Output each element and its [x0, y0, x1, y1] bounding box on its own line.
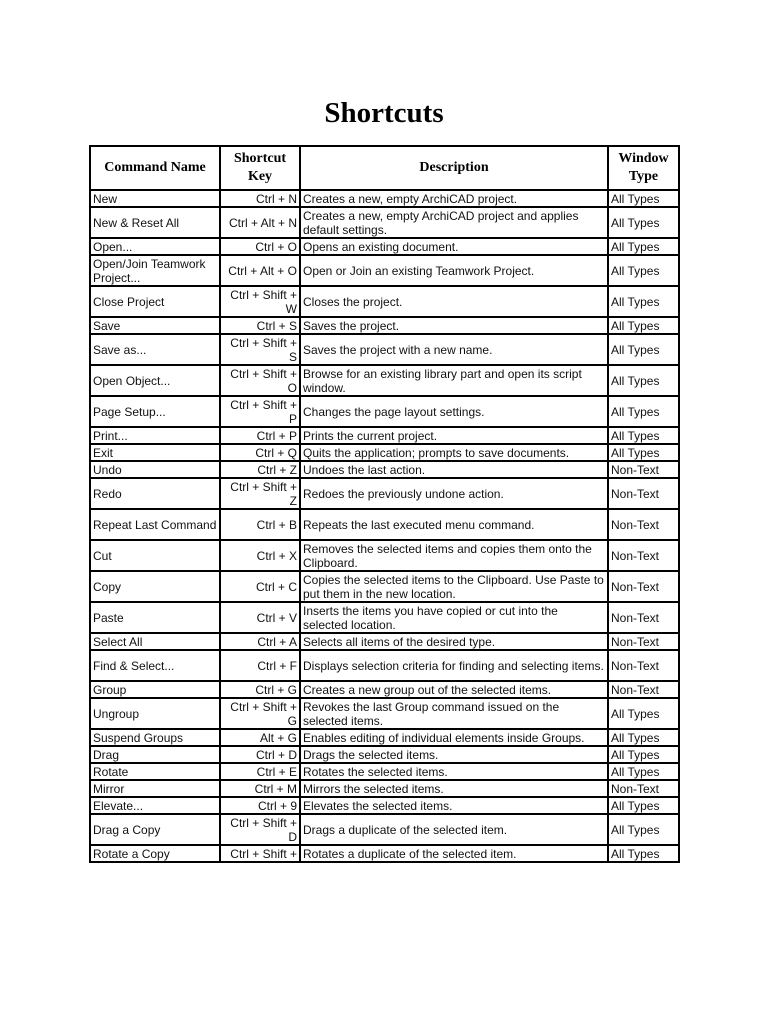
- command-name-cell: Find & Select...: [90, 650, 220, 681]
- table-row: [90, 365, 679, 396]
- table-row: [90, 255, 679, 286]
- table-row: [90, 207, 679, 238]
- command-name-cell: New: [90, 190, 220, 207]
- header-shortcut-key: Shortcut Key: [220, 146, 300, 190]
- table-row: [90, 286, 679, 317]
- description-cell: Prints the current project.: [300, 427, 608, 444]
- table-row: [90, 238, 679, 255]
- table-row: [90, 729, 679, 746]
- command-name-cell: Select All: [90, 633, 220, 650]
- table-row: [90, 780, 679, 797]
- header-window-type: Window Type: [608, 146, 679, 190]
- window-type-cell: All Types: [608, 763, 679, 780]
- shortcut-key-cell: Ctrl + Shift + W: [220, 286, 300, 317]
- command-name-cell: Ungroup: [90, 698, 220, 729]
- shortcut-key-cell: Ctrl + S: [220, 317, 300, 334]
- window-type-cell: All Types: [608, 729, 679, 746]
- shortcut-key-cell: Ctrl + Shift +: [220, 845, 300, 862]
- table-row: [90, 746, 679, 763]
- shortcut-key-cell: Ctrl + Z: [220, 461, 300, 478]
- table-row: [90, 681, 679, 698]
- command-name-cell: Undo: [90, 461, 220, 478]
- command-name-cell: Drag a Copy: [90, 814, 220, 845]
- shortcut-key-cell: Ctrl + B: [220, 509, 300, 540]
- description-cell: Creates a new group out of the selected items.: [300, 681, 608, 698]
- command-name-cell: Repeat Last Command: [90, 509, 220, 540]
- description-cell: Mirrors the selected items.: [300, 780, 608, 797]
- window-type-cell: All Types: [608, 286, 679, 317]
- window-type-cell: All Types: [608, 814, 679, 845]
- description-cell: Displays selection criteria for finding and selecting items.: [300, 650, 608, 681]
- header-command-name: Command Name: [90, 146, 220, 190]
- header-description: Description: [300, 146, 608, 190]
- shortcut-key-cell: Ctrl + P: [220, 427, 300, 444]
- window-type-cell: All Types: [608, 238, 679, 255]
- window-type-cell: All Types: [608, 427, 679, 444]
- table-row: [90, 190, 679, 207]
- command-name-cell: Drag: [90, 746, 220, 763]
- description-cell: Copies the selected items to the Clipboard. Use Paste to put them in the new location.: [300, 571, 608, 602]
- command-name-cell: New & Reset All: [90, 207, 220, 238]
- table-header-row: [90, 146, 679, 190]
- window-type-cell: All Types: [608, 317, 679, 334]
- window-type-cell: Non-Text: [608, 509, 679, 540]
- description-cell: Browse for an existing library part and open its script window.: [300, 365, 608, 396]
- description-cell: Quits the application; prompts to save documents.: [300, 444, 608, 461]
- description-cell: Enables editing of individual elements inside Groups.: [300, 729, 608, 746]
- table-row: [90, 317, 679, 334]
- shortcut-key-cell: Ctrl + Shift + P: [220, 396, 300, 427]
- shortcut-key-cell: Ctrl + A: [220, 633, 300, 650]
- command-name-cell: Group: [90, 681, 220, 698]
- table-row: [90, 334, 679, 365]
- shortcut-key-cell: Ctrl + D: [220, 746, 300, 763]
- command-name-cell: Cut: [90, 540, 220, 571]
- window-type-cell: All Types: [608, 365, 679, 396]
- window-type-cell: All Types: [608, 698, 679, 729]
- table-row: [90, 814, 679, 845]
- description-cell: Rotates a duplicate of the selected item.: [300, 845, 608, 862]
- command-name-cell: Page Setup...: [90, 396, 220, 427]
- description-cell: Opens an existing document.: [300, 238, 608, 255]
- shortcut-key-cell: Ctrl + Shift + O: [220, 365, 300, 396]
- window-type-cell: Non-Text: [608, 571, 679, 602]
- window-type-cell: All Types: [608, 444, 679, 461]
- description-cell: Removes the selected items and copies them onto the Clipboard.: [300, 540, 608, 571]
- table-row: [90, 540, 679, 571]
- table-row: [90, 763, 679, 780]
- window-type-cell: Non-Text: [608, 461, 679, 478]
- shortcut-key-cell: Ctrl + G: [220, 681, 300, 698]
- shortcut-key-cell: Ctrl + Alt + N: [220, 207, 300, 238]
- command-name-cell: Close Project: [90, 286, 220, 317]
- shortcut-key-cell: Ctrl + Alt + O: [220, 255, 300, 286]
- shortcut-key-cell: Ctrl + V: [220, 602, 300, 633]
- command-name-cell: Open...: [90, 238, 220, 255]
- table-row: [90, 461, 679, 478]
- window-type-cell: All Types: [608, 746, 679, 763]
- shortcut-key-cell: Ctrl + O: [220, 238, 300, 255]
- description-cell: Redoes the previously undone action.: [300, 478, 608, 509]
- table-row: [90, 427, 679, 444]
- shortcut-key-cell: Ctrl + 9: [220, 797, 300, 814]
- window-type-cell: Non-Text: [608, 633, 679, 650]
- description-cell: Saves the project with a new name.: [300, 334, 608, 365]
- table-row: [90, 650, 679, 681]
- description-cell: Drags a duplicate of the selected item.: [300, 814, 608, 845]
- description-cell: Undoes the last action.: [300, 461, 608, 478]
- window-type-cell: Non-Text: [608, 540, 679, 571]
- window-type-cell: All Types: [608, 255, 679, 286]
- window-type-cell: Non-Text: [608, 681, 679, 698]
- description-cell: Revokes the last Group command issued on the selected items.: [300, 698, 608, 729]
- table-row: [90, 509, 679, 540]
- window-type-cell: All Types: [608, 190, 679, 207]
- table-row: [90, 478, 679, 509]
- table-row: [90, 698, 679, 729]
- table-row: [90, 571, 679, 602]
- command-name-cell: Open Object...: [90, 365, 220, 396]
- description-cell: Open or Join an existing Teamwork Project.: [300, 255, 608, 286]
- window-type-cell: Non-Text: [608, 602, 679, 633]
- command-name-cell: Save as...: [90, 334, 220, 365]
- shortcut-key-cell: Ctrl + Shift + S: [220, 334, 300, 365]
- command-name-cell: Redo: [90, 478, 220, 509]
- description-cell: Saves the project.: [300, 317, 608, 334]
- command-name-cell: Rotate: [90, 763, 220, 780]
- description-cell: Creates a new, empty ArchiCAD project and applies default settings.: [300, 207, 608, 238]
- description-cell: Rotates the selected items.: [300, 763, 608, 780]
- shortcut-key-cell: Ctrl + Q: [220, 444, 300, 461]
- shortcut-key-cell: Ctrl + Shift + D: [220, 814, 300, 845]
- description-cell: Drags the selected items.: [300, 746, 608, 763]
- shortcut-key-cell: Alt + G: [220, 729, 300, 746]
- shortcut-key-cell: Ctrl + X: [220, 540, 300, 571]
- window-type-cell: All Types: [608, 334, 679, 365]
- command-name-cell: Paste: [90, 602, 220, 633]
- window-type-cell: All Types: [608, 845, 679, 862]
- table-row: [90, 602, 679, 633]
- description-cell: Repeats the last executed menu command.: [300, 509, 608, 540]
- table-row: [90, 845, 679, 862]
- command-name-cell: Print...: [90, 427, 220, 444]
- description-cell: Inserts the items you have copied or cut into the selected location.: [300, 602, 608, 633]
- shortcut-key-cell: Ctrl + F: [220, 650, 300, 681]
- window-type-cell: Non-Text: [608, 650, 679, 681]
- shortcut-key-cell: Ctrl + E: [220, 763, 300, 780]
- description-cell: Selects all items of the desired type.: [300, 633, 608, 650]
- command-name-cell: Open/Join Teamwork Project...: [90, 255, 220, 286]
- shortcut-key-cell: Ctrl + M: [220, 780, 300, 797]
- command-name-cell: Save: [90, 317, 220, 334]
- command-name-cell: Elevate...: [90, 797, 220, 814]
- window-type-cell: Non-Text: [608, 478, 679, 509]
- command-name-cell: Rotate a Copy: [90, 845, 220, 862]
- shortcut-key-cell: Ctrl + Shift + Z: [220, 478, 300, 509]
- window-type-cell: All Types: [608, 797, 679, 814]
- shortcuts-table: [89, 145, 680, 863]
- page-title: Shortcuts: [324, 97, 444, 129]
- shortcut-key-cell: Ctrl + N: [220, 190, 300, 207]
- command-name-cell: Copy: [90, 571, 220, 602]
- command-name-cell: Suspend Groups: [90, 729, 220, 746]
- command-name-cell: Exit: [90, 444, 220, 461]
- description-cell: Closes the project.: [300, 286, 608, 317]
- table-body: [90, 190, 679, 862]
- table-row: [90, 444, 679, 461]
- command-name-cell: Mirror: [90, 780, 220, 797]
- table-row: [90, 633, 679, 650]
- shortcut-key-cell: Ctrl + Shift + G: [220, 698, 300, 729]
- window-type-cell: All Types: [608, 207, 679, 238]
- window-type-cell: Non-Text: [608, 780, 679, 797]
- description-cell: Elevates the selected items.: [300, 797, 608, 814]
- window-type-cell: All Types: [608, 396, 679, 427]
- table-row: [90, 797, 679, 814]
- description-cell: Changes the page layout settings.: [300, 396, 608, 427]
- shortcut-key-cell: Ctrl + C: [220, 571, 300, 602]
- description-cell: Creates a new, empty ArchiCAD project.: [300, 190, 608, 207]
- table-row: [90, 396, 679, 427]
